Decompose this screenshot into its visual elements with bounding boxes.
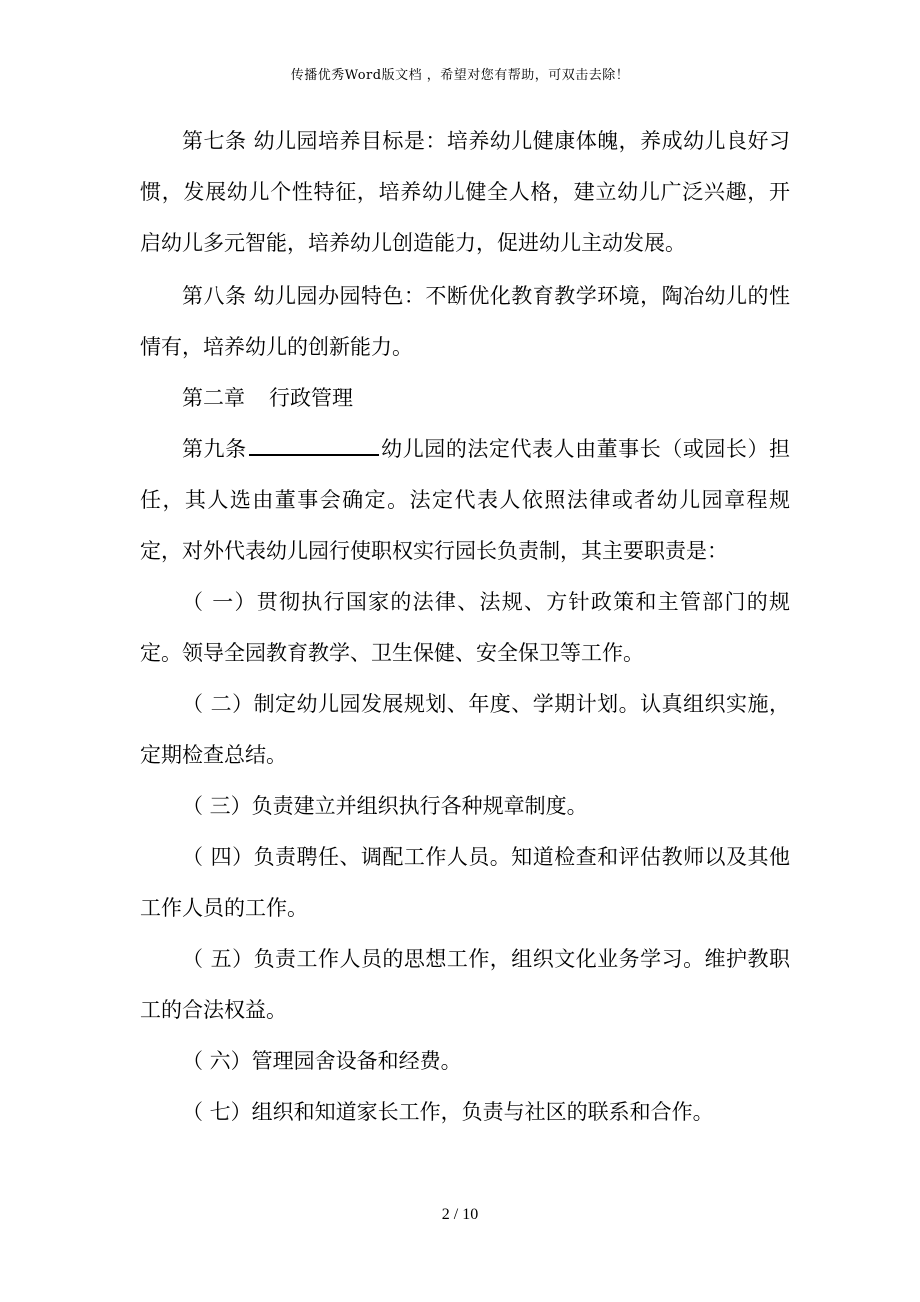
article-7: 第七条 幼儿园培养目标是：培养幼儿健康体魄，养成幼儿良好习惯，发展幼儿个性特征，培养幼儿健全人格，建立幼儿广泛兴趣，开启幼儿多元智能，培养幼儿创造能力，促进幼儿主动发展。 [140, 129, 790, 255]
duty-item-6: （ 六）管理园舍设备和经费。 [182, 1049, 462, 1073]
page-number: 2 / 10 [441, 1206, 479, 1223]
document-body [140, 116, 790, 1138]
duty-item-4: （ 四）负责聘任、调配工作人员。知道检查和评估教师以及其他工作人员的工作。 [140, 845, 790, 920]
article-9 [140, 424, 790, 577]
article-8: 第八条 幼儿园办园特色：不断优化教育教学环境，陶冶幼儿的性情有，培养幼儿的创新能力。 [140, 284, 790, 359]
duty-item-3: （ 三）负责建立并组织执行各种规章制度。 [182, 794, 588, 818]
duty-item-7: （ 七）组织和知道家长工作，负责与社区的联系和合作。 [182, 1100, 714, 1124]
duty-item-2: （ 二）制定幼儿园发展规划、年度、学期计划。认真组织实施，定期检查总结。 [140, 692, 790, 767]
article-9-text: 幼儿园的法定代表人由董事长（或园长）担任，其人选由董事会确定。法定代表人依照法律或者幼儿园章程规定，对外代表幼儿园行使职权实行园长负责制，其主要职责是： [140, 437, 791, 563]
chapter-heading [140, 373, 790, 424]
article-9-prefix: 第九条 [182, 437, 247, 461]
duty-item-1: （ 一）贯彻执行国家的法律、法规、方针政策和主管部门的规定。领导全园教育教学、卫生保健、安全保卫等工作。 [140, 590, 790, 665]
duty-item-5: （ 五）负责工作人员的思想工作，组织文化业务学习。维护教职工的合法权益。 [140, 947, 790, 1022]
chapter-title: 行政管理 [269, 386, 353, 410]
fill-in-blank [249, 432, 379, 456]
page-header: 传播优秀Word版文档 ，希望对您有帮助，可双击去除！ [290, 68, 630, 83]
chapter-label: 第二章 [182, 386, 245, 410]
